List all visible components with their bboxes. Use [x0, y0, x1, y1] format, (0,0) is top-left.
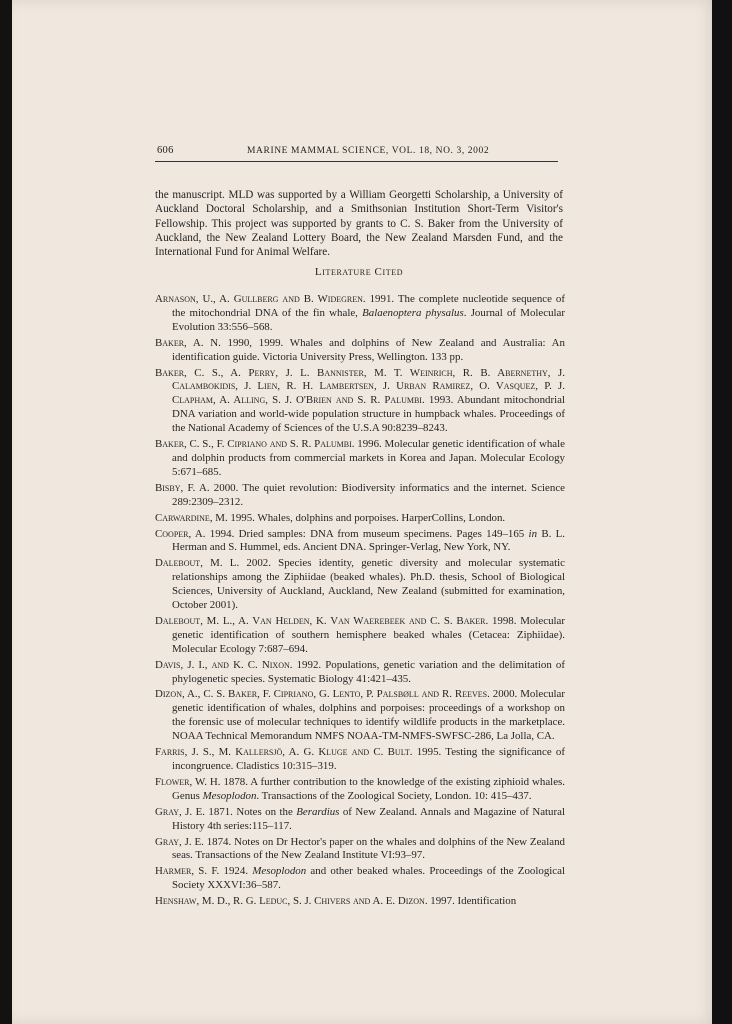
reference-entry [155, 528, 565, 556]
reference-entry [155, 438, 565, 480]
reference-au: Davis, J. I., and K. C. Nixon. [155, 658, 293, 671]
reference-em: Mesoplodon [252, 865, 307, 878]
reference-pre: 1874. Notes on Dr Hector's paper on the whales and dolphins of the New Zealand seas. Transactions of the New Zealand Institute VI:93–97. [172, 835, 565, 862]
reference-entry [155, 512, 565, 526]
reference-entry [155, 557, 565, 613]
reference-pre: 1878. A further contribution to the knowledge of the existing ziphioid whales. Genus [172, 775, 565, 802]
reference-post: and other beaked whales. Proceedings of the Zoological Society XXXVI:36–587. [172, 865, 565, 892]
reference-au: Flower, W. H. [155, 775, 221, 788]
reference-pre: 1992. Populations, genetic variation and the delimitation of phylogenetic species. Systematic Biology 41:421–435. [172, 658, 565, 685]
reference-pre: 1994. Dried samples: DNA from museum specimens. Pages 149–165 [205, 527, 529, 540]
reference-pre: 2002. Species identity, genetic diversity and molecular systematic relationships among the Ziphiidae (beaked whales). Ph.D. thesis, School of Biological Sciences, University of Auckland, Auckland, New Zealand (submitted for examination, October 2001). [172, 557, 565, 612]
reference-au: Carwardine, M. [155, 511, 228, 524]
reference-pre: 2000. The quiet revolution: Biodiversity informatics and the internet. Science 289:2309–2312. [172, 481, 565, 508]
reference-pre: 1995. Testing the significance of incongruence. Cladistics 10:315–319. [172, 746, 565, 772]
reference-au: Dalebout, M. L. [155, 557, 240, 570]
scan-edge [712, 0, 732, 1024]
reference-post: . Transactions of the Zoological Society, London. 10: 415–437. [256, 789, 532, 802]
reference-au: Bisby, F. A. [155, 481, 210, 494]
reference-au: Cooper, A. [155, 527, 206, 540]
reference-pre: 1990, 1999. Whales and dolphins of New Zealand and Australia: An identification guide. Victoria University Press, Wellington. 133 pp. [172, 336, 565, 363]
reference-pre: 1997. Identification [427, 895, 517, 908]
reference-pre: 2000. Molecular genetic identification of whales, dolphins and porpoises: proceedings of a workshop on the forensic use of molecular techniques to identify wildlife products in the marketplace. NOAA Technical Memorandum NMFS NOAA-TM-NMFS-SWFSC-286, La Jolla, CA. [172, 688, 566, 743]
reference-au: Gray, J. E. [155, 805, 205, 818]
reference-au: Harmer, S. F. [155, 865, 220, 878]
reference-entry [155, 293, 565, 335]
reference-entry [155, 895, 565, 909]
reference-em: Balaenoptera physalus [362, 306, 464, 319]
reference-entry [155, 836, 565, 864]
reference-list [155, 293, 565, 911]
intro-paragraph: the manuscript. MLD was supported by a William Georgetti Scholarship, a University of Auckland Doctoral Scholarship, and a Smithsonian Institution Short-Term Visitor's Fellowship. This project was supported by grants to C. S. Baker from the University of Auckland, the New Zealand Lottery Board, the New Zealand Marsden Fund, and the International Fund for Animal Welfare. [155, 189, 563, 258]
reference-pre: 1998. Molecular genetic identification of southern hemisphere beaked whales (Cetacea: Ziphiidae). Molecular Ecology 7:687–694. [172, 614, 565, 655]
reference-au: Baker, C. S., A. Perry, J. L. Bannister, M. T. Weinrich, R. B. Abernethy, J. Calambokidis, J. Lien, R. H. Lambertsen, J. Urban Ramirez, O. Vasquez, P. J. Clapham, A. Alling, S. J. O'Brien and S. R. Palumbi. [155, 366, 565, 407]
reference-entry [155, 776, 565, 804]
reference-entry [155, 367, 565, 437]
reference-entry [155, 806, 565, 834]
reference-au: Farris, J. S., M. Kallersjö, A. G. Kluge and C. Bult. [155, 746, 413, 759]
reference-pre: 1991. The complete nucleotide sequence of the mitochondrial DNA of the fin whale, [172, 293, 565, 319]
reference-au: Henshaw, M. D., R. G. Leduc, S. J. Chivers and A. E. Dizon. [155, 895, 428, 908]
reference-em: Mesoplodon [202, 789, 257, 802]
reference-au: Baker, A. N. [155, 336, 221, 349]
journal-title: MARINE MAMMAL SCIENCE, VOL. 18, NO. 3, 2002 [247, 146, 490, 156]
page-number: 606 [157, 145, 174, 156]
section-title: Literature Cited [314, 266, 404, 278]
reference-post: B. L. Herman and S. Hummel, eds. Ancient DNA. Springer-Verlag, New York, NY. [172, 527, 565, 554]
reference-pre: 1995. Whales, dolphins and porpoises. HarperCollins, London. [227, 511, 506, 524]
header-rule [155, 161, 558, 162]
reference-pre: 1996. Molecular genetic identification of whale and dolphin products from commercial markets in Korea and Japan. Molecular Ecology 5:671–685. [172, 438, 565, 478]
reference-entry [155, 482, 565, 510]
reference-post: of New Zealand. Annals and Magazine of Natural History 4th series:115–117. [172, 805, 565, 832]
reference-post: . Journal of Molecular Evolution 33:556–568. [172, 306, 566, 333]
reference-au: Dizon, A., C. S. Baker, F. Cipriano, G. Lento, P. Palsbøll and R. Reeves. [155, 688, 490, 701]
reference-pre: 1924. [219, 865, 253, 878]
reference-au: Baker, C. S., F. Cipriano and S. R. Palumbi. [155, 438, 355, 451]
reference-au: Arnason, U., A. Gullberg and B. Widegren. [155, 293, 366, 305]
reference-entry [155, 746, 565, 774]
reference-entry [155, 659, 565, 687]
reference-entry [155, 688, 565, 744]
reference-entry [155, 865, 565, 893]
reference-au: Gray, J. E. [155, 835, 204, 848]
reference-entry [155, 337, 565, 365]
reference-pre: 1871. Notes on the [204, 805, 297, 818]
reference-em: Berardius [296, 805, 340, 818]
reference-entry [155, 615, 565, 657]
reference-em: in [528, 527, 538, 540]
reference-au: Dalebout, M. L., A. Van Helden, K. Van Waerebeek and C. S. Baker. [155, 614, 489, 627]
reference-pre: 1993. Abundant mitochondrial DNA variation and world-wide population structure in humpback whales. Proceedings of the National Academy of Sciences of the U.S.A 90:8239–8243. [172, 394, 565, 435]
